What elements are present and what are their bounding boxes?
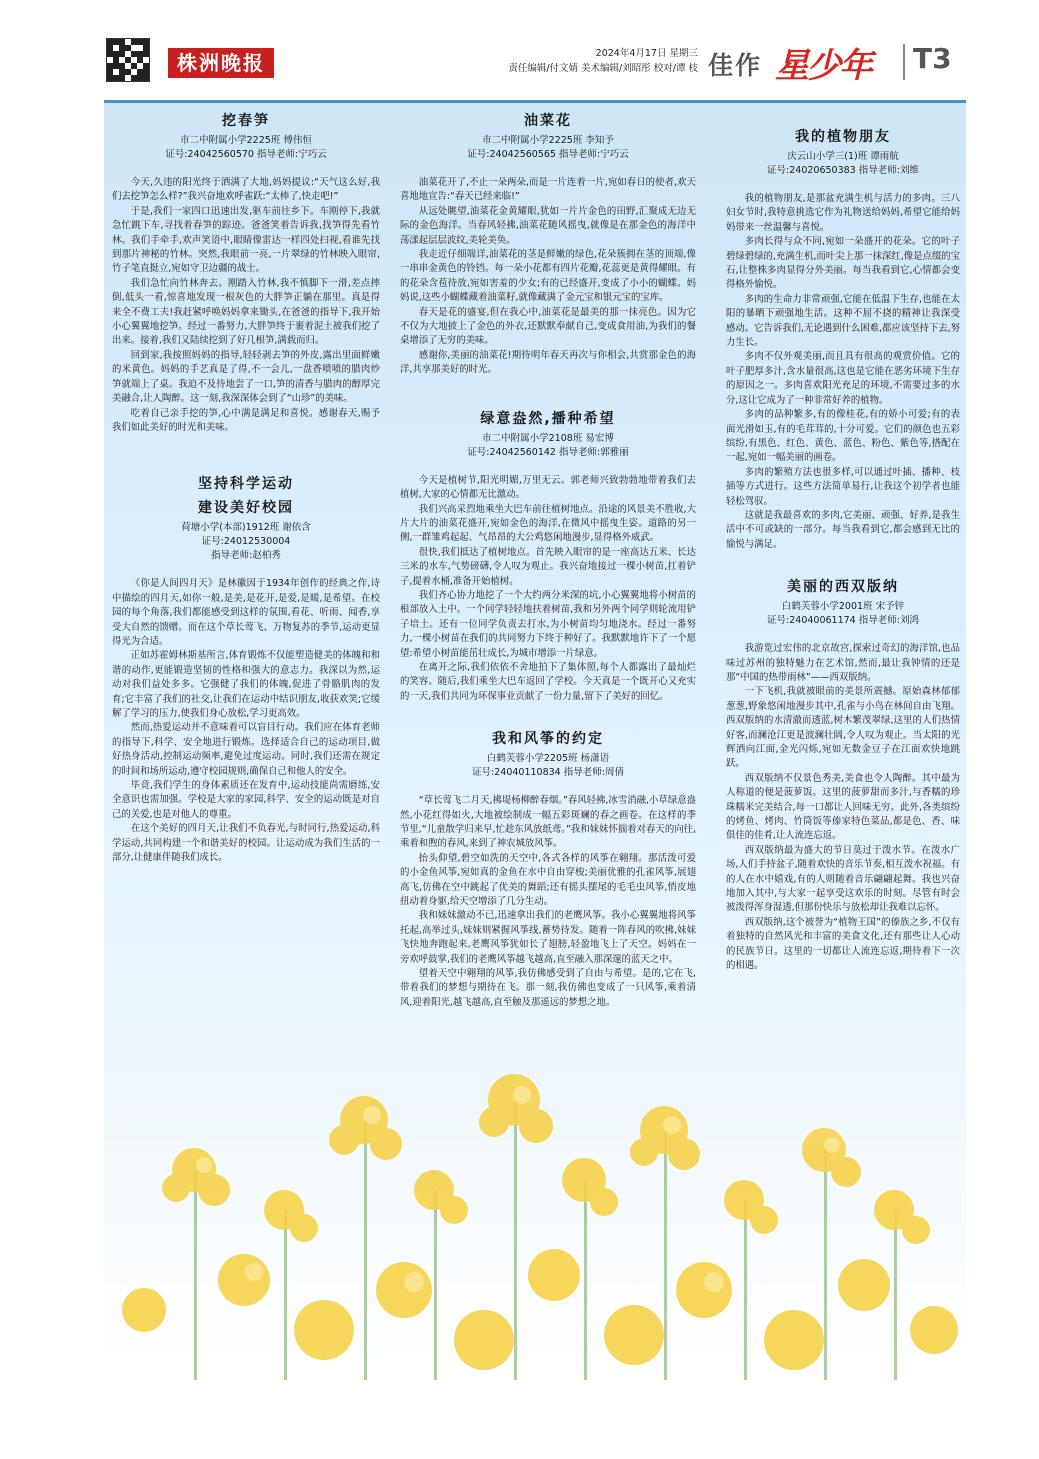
rapeseed-flower-illustration <box>104 1060 966 1380</box>
issue-date: 2024年4月17日 星期三 <box>595 48 698 59</box>
paragraph: 我的植物朋友,是那盆充满生机与活力的多肉。三八妇女节时,我特意挑选它作为礼物送给妈妈,希望它能给妈妈带来一丝温馨与喜悦。 <box>726 193 960 233</box>
article-byline: 证号:24042560142 指导老师:郭雅丽 <box>467 446 629 458</box>
paragraph: 抬头仰望,碧空如洗的天空中,各式各样的风筝在翱翔。那活泼可爱的小金鱼风筝,宛如真的金鱼在水中自由穿梭;美丽优雅的孔雀风筝,展翅高飞,仿佛在空中跳起了优美的舞蹈;还有摇头摆尾的毛毛虫风筝,悄皮地扭动着身躯,给天空增添了几分生动。 <box>400 852 696 908</box>
paragraph: 望着天空中翱翔的风筝,我仿佛感受到了自由与希望。是的,它在飞,带着我们的梦想与期待在飞。那一刻,我仿佛也变成了一只风筝,乘着清风,迎着阳光,越飞越高,直至触及那遥远的梦想之地。 <box>400 968 696 1008</box>
article-byline: 白鹤芙蓉小学2205班 杨潇语 <box>486 753 610 765</box>
paragraph: 西双版纳,这个被誉为“植物王国”的傣族之乡,不仅有着独特的自然风光和丰富的美食文化,还有那些让人心动的民族节日。这里的一切都让人流连忘返,期待着下一次的相遇。 <box>726 916 960 972</box>
paragraph: 西双版纳不仅景色秀美,美食也令人陶醉。其中最为人称道的便是菠萝饭。这里的菠萝甜而多汁,与香糯的珍珠糯米完美结合,每一口都让人回味无穷。此外,各类缤纷的烤鱼、烤肉、竹筒饭等傣家特色菜品,都是色、香、味俱佳的佳肴,让人流连忘返。 <box>726 772 960 842</box>
paragraph: 回到家,我按照妈妈的指导,轻轻剥去笋的外皮,露出里面鲜嫩的米黄色。妈妈的手艺真是了得,不一会儿,一盘香喷喷的腊肉炒笋就端上了桌。我迫不及待地尝了一口,笋的清香与腊肉的醇厚完美融合,让人陶醉。这一刻,我深深体会到了“山珍”的美味。 <box>112 349 380 405</box>
page-header <box>0 0 1039 100</box>
qr-code-icon <box>106 38 150 82</box>
paragraph: 多肉长得与众不同,宛如一朵盛开的花朵。它的叶子碧绿碧绿的,充满生机,而叶尖上那一抹深红,像是点缀的宝石,让整株多肉显得分外美丽。每当我看到它,心情都会变得格外愉悦。 <box>726 236 960 291</box>
paragraph: 吃着自己亲手挖的笋,心中满是满足和喜悦。感谢春天,赐予我们如此美好的时光和美味。 <box>112 407 380 433</box>
paragraph: “草长莺飞二月天,拂堤杨柳醉春烟。”春风轻拂,冰雪消融,小草绿意盎然,小花红得如火,大地被绘制成一幅五彩斑斓的春之画卷。在这样的季节里,“儿童散学归来早,忙趁东风放纸鸢。”我和妹妹怀揣着对春天的向往,乘着和煦的春风,来到了神农城放风筝。 <box>400 795 696 850</box>
article-kexue-yundong <box>112 473 380 865</box>
paragraph: 这就是我最喜欢的多肉,它美丽、顽强、好养,是我生活中不可或缺的一部分。每当我看到它,都会感到无比的愉悦与满足。 <box>726 509 960 550</box>
paragraph: 多肉不仅外观美丽,而且具有很高的观赏价值。它的叶子肥厚多汁,含水量很高,这也是它能在恶劣环境下生存的原因之一。多肉喜欢阳光充足的环境,不需要过多的水分,这让它成为了一种非常好养的植物。 <box>726 351 960 406</box>
article-byline: 市二中附属小学2225班 傅伟恒 <box>180 135 312 146</box>
column-right <box>726 126 960 974</box>
brand-logo: 星少年 <box>775 46 871 86</box>
paragraph: 今天是植树节,阳光明媚,万里无云。郭老师兴致勃勃地带着我们去植树,大家的心情都无比激动。 <box>400 474 696 501</box>
paragraph: 在离开之际,我们依依不舍地拍下了集体照,每个人都露出了最灿烂的笑容。随后,我们乘坐大巴车返回了学校。今天真是一个既开心又充实的一天,我们共同为环保事业贡献了一份力量,留下了美好的回忆。 <box>400 661 696 702</box>
paragraph: 在这个美好的四月天,让我们不负春光,与时同行,热爱运动,科学运动,共同构建一个和谐美好的校园。让运动成为我们生活的一部分,让健康伴随我们成长。 <box>112 823 380 864</box>
page-number: T3 <box>913 42 952 75</box>
paragraph: 我和妹妹激动不已,迅速拿出我们的老鹰风筝。我小心翼翼地将风筝托起,高举过头,妹妹则紧握风筝线,蓄势待发。随着一阵春风的吹拂,妹妹飞快地奔跑起来,老鹰风筝犹如长了翅膀,轻盈地飞上了天空。妈妈在一旁欢呼鼓掌,我们的老鹰风筝越飞越高,直至融入那深邃的蓝天之中。 <box>400 910 696 965</box>
article-byline: 证号:24012530004 <box>201 536 291 548</box>
article-title: 我的植物朋友 <box>795 129 891 145</box>
paragraph: 我们急忙向竹林奔去。刚踏入竹林,我不慎脚下一滑,差点摔倒,低头一看,惊喜地发现一根灰色的大胖笋正躺在那里。真是得来全不费工夫!我赶紧呼唤妈妈拿来锄头,在爸爸的指导下,我开始小心翼翼地挖笋。经过一番努力,大胖笋终于裹着泥土被我们挖了出来。接着,我们又陆续挖到了好几根笋,满载而归。 <box>112 277 380 347</box>
paragraph: 于是,我们一家四口迅速出发,驱车前往乡下。车刚停下,我就急忙跳下车,寻找着春笋的踪迹。爸爸笑着告诉我,找笋得先看竹林。我们手牵手,欢声笑语中,眼睛像雷达一样四处扫视,看谁先找到那片神秘的竹林。突然,我眼前一亮,一片翠绿的竹林映入眼帘,竹子笔直挺立,宛如守卫边疆的战士。 <box>112 205 380 275</box>
paragraph: 很快,我们抵达了植树地点。首先映入眼帘的是一座高达五米、长达三米的水车,气势磅礴,令人叹为观止。我兴奋地接过一棵小树苗,扛着铲子,提着水桶,准备开始植树。 <box>400 546 696 587</box>
article-byline: 证号:24040110834 指导老师:周倩 <box>472 767 624 779</box>
paragraph: 多肉的品种繁多,有的像桂花,有的娇小可爱;有的表面光滑如玉,有的毛茸茸的,十分可爱。它们的颜色也五彩缤纷,有黑色、红色、黄色、蓝色、粉色、紫色等,搭配在一起,宛如一幅美丽的画卷。 <box>726 409 960 464</box>
paragraph: 感谢你,美丽的油菜花!期待明年春天再次与你相会,共赏那金色的海洋,共享那美好的时光。 <box>400 349 696 376</box>
issue-meta <box>468 46 698 76</box>
article-fengzheng <box>400 728 696 1010</box>
article-lvyi-angran <box>400 408 696 705</box>
header-divider <box>903 44 905 80</box>
article-title: 我和风筝的约定 <box>492 731 604 748</box>
article-body <box>726 192 960 552</box>
paragraph: 西双版纳最为盛大的节日莫过于泼水节。在泼水广场,人们手持盆子,随着欢快的音乐节奏,相互泼水祝福。有的人在水中嬉戏,有的人则随着音乐翩翩起舞。我也兴奋地加入其中,与大家一起享受这欢乐的时刻。尽管有时会被泼得浑身湿透,但那份快乐与放松却让我难以忘怀。 <box>726 844 960 914</box>
article-byline: 庆云山小学三(1)班 谭雨航 <box>787 151 899 162</box>
article-byline: 市二中附属小学2225班 李知予 <box>482 135 614 146</box>
article-body <box>400 794 696 1010</box>
paragraph: 春天是花的盛宴,但在我心中,油菜花是最美的那一抹亮色。因为它不仅为大地披上了金色的外衣,还默默奉献自己,变成食用油,为我们的餐桌增添了无穷的美味。 <box>400 306 696 347</box>
paragraph: 《你是人间四月天》是林徽因于1934年创作的经典之作,诗中描绘的四月天,如你一般,是美,是花开,是爱,是暖,是希望。在校园的每个角落,我们都能感受到这样的氛围,看花、听雨、闻香,享受大自然的馈赠。而在这个草长莺飞、万物复苏的季节,运动更显得光为合适。 <box>112 578 380 647</box>
paragraph: 我游览过宏伟的北京故宫,探索过奇幻的海洋馆,也品味过苏州的独特魅力在艺术馆,然而,最让我钟情的还是那“中国的热带雨林”——西双版纳。 <box>726 643 960 683</box>
paragraph: 今天,久违的阳光终于洒满了大地,妈妈提议:“天气这么好,我们去挖笋怎么样?”我兴奋地欢呼雀跃:“太棒了,快走吧!” <box>112 177 380 203</box>
paragraph: 我们齐心协力地挖了一个大约两分米深的坑,小心翼翼地将小树苗的根部放入土中。一个同学轻轻地扶着树苗,我和另外两个同学则轮流用铲子培土。还有一位同学负责去打水,为小树苗均匀地浇水。经过一番努力,一棵小树苗在我们的共同努力下终于种好了。我默默地许下了一个愿望:希望小树苗能茁壮成长,为城市增添一片绿意。 <box>400 589 696 659</box>
paragraph: 然而,热爱运动并不意味着可以盲目行动。我们应在体育老师的指导下,科学、安全地进行锻炼。选择适合自己的运动项目,做好热身活动,控制运动频率,避免过度运动。同时,我们还需在规定的时间和场所运动,遵守校园规则,确保自己和他人的安全。 <box>112 722 380 777</box>
article-title: 绿意盎然,播种希望 <box>480 410 616 427</box>
article-body <box>112 577 380 865</box>
article-title: 坚持科学运动 <box>198 476 294 493</box>
paragraph: 多肉的繁殖方法也很多样,可以通过叶插、播种、枝插等方式进行。这些方法简单易行,让我这个初学者也能轻松驾驭。 <box>726 466 960 507</box>
paragraph: 油菜花开了,不止一朵两朵,而是一片连着一片,宛如春日的使者,欢天喜地地宣告:“春天已经来临!” <box>400 177 696 203</box>
article-title: 油菜花 <box>524 113 572 129</box>
section-name: 佳作 <box>708 51 763 80</box>
article-subtitle: 建设美好校园 <box>198 500 294 517</box>
article-byline: 市二中附属小学2108班 易宏博 <box>482 432 614 444</box>
article-byline: 指导老师:赵柏秀 <box>211 550 281 562</box>
article-title: 美丽的西双版纳 <box>787 579 899 596</box>
paragraph: 毕竟,我们学生的身体素质还在发育中,运动技能尚需磨练,安全意识也需加强。学校是大家的家园,科学、安全的运动既是对自己的关爱,也是对他人的尊重。 <box>112 780 380 820</box>
article-byline: 荷塘小学(本部)1912班 谢依含 <box>181 522 311 534</box>
article-wa-chun-sun <box>112 110 380 435</box>
newspaper-logo: 株洲晚报 <box>168 48 274 78</box>
column-middle <box>400 110 696 1010</box>
editors-line: 责任编辑/付文婧 美术编辑/刘昭彤 校对/谭 枝 <box>508 63 698 74</box>
article-zhiwu-pengyou <box>726 126 960 552</box>
article-byline: 证号:24042560570 指导老师:宁巧云 <box>165 149 327 160</box>
article-byline: 证号:24042560565 指导老师:宁巧云 <box>467 149 629 160</box>
paragraph: 从远处眺望,油菜花金黄耀眼,犹如一片片金色的田野,汇聚成无边无际的金色海洋。当春风轻拂,油菜花随风摇曳,就像是在那金色的海洋中荡漾起层层波纹,美轮美奂。 <box>400 205 696 246</box>
article-body <box>112 176 380 435</box>
article-byline: 白鹤芙蓉小学2001班 宋予锌 <box>781 601 905 613</box>
paragraph: 我走近仔细端详,油菜花的茎是鲜嫩的绿色,花朵簇拥在茎的顶端,像一串串金黄色的铃铛。每一朵小花都有四片花瓣,花蕊更是黄得耀眼。有的花朵含苞待放,宛如害羞的少女;有的已经盛开,变成了小小的蝴蝶。妈妈说,这些小蝴蝶藏着油菜籽,就像藏满了金元宝和银元宝的宝库。 <box>400 249 696 304</box>
article-youcaihua <box>400 110 696 378</box>
paragraph: 我们兴高采烈地乘坐大巴车前往植树地点。沿途的风景美不胜收,大片大片的油菜花盛开,宛如金色的海洋,在微风中摇曳生姿。道路的另一侧,一群雏鸡起起、气昂昂的大公鸡悠闲地漫步,显得格外威武。 <box>400 503 696 544</box>
article-byline: 证号:24020650383 指导老师:刘维 <box>767 165 919 176</box>
paragraph: 多肉的生命力非常顽强,它能在低温下生存,也能在太阳的暴晒下顽强地生活。这种不屈不挠的精神让我深受感动。它告诉我们,无论遇到什么困难,都应该坚持下去,努力生长。 <box>726 293 960 349</box>
column-left <box>112 110 380 865</box>
article-body <box>400 176 696 378</box>
article-body <box>726 642 960 973</box>
article-xishuangbanna <box>726 576 960 973</box>
article-byline: 证号:24040061174 指导老师:刘鸿 <box>767 615 919 627</box>
paragraph: 正如苏霍姆林斯基所言,体育锻炼不仅能塑造健美的体魄和和谐的动作,更能锻造坚韧的性格和强大的意志力。我深以为然,运动对我们益处多多。它强健了我们的体魄,促进了骨骼肌肉的发育;它丰富了我们的社交,让我们在运动中结识朋友,收获欢笑;它缓解了学习的压力,使我们身心放松,学习更高效。 <box>112 650 380 719</box>
article-title: 挖春笋 <box>222 113 270 129</box>
article-body <box>400 474 696 705</box>
paragraph: 一下飞机,我就被眼前的美景所震撼。原始森林郁郁葱葱,野象悠闲地漫步其中,孔雀与小鸟在林间自由飞翔。西双版纳的水清澈而透蓝,树木繁茂翠绿,这里的人们热情好客,而澜沧江更是波澜壮阔,令人叹为观止。当太阳的光辉洒向江面,金光闪烁,宛如无数金豆子在江面欢快地跳跃。 <box>726 686 960 770</box>
